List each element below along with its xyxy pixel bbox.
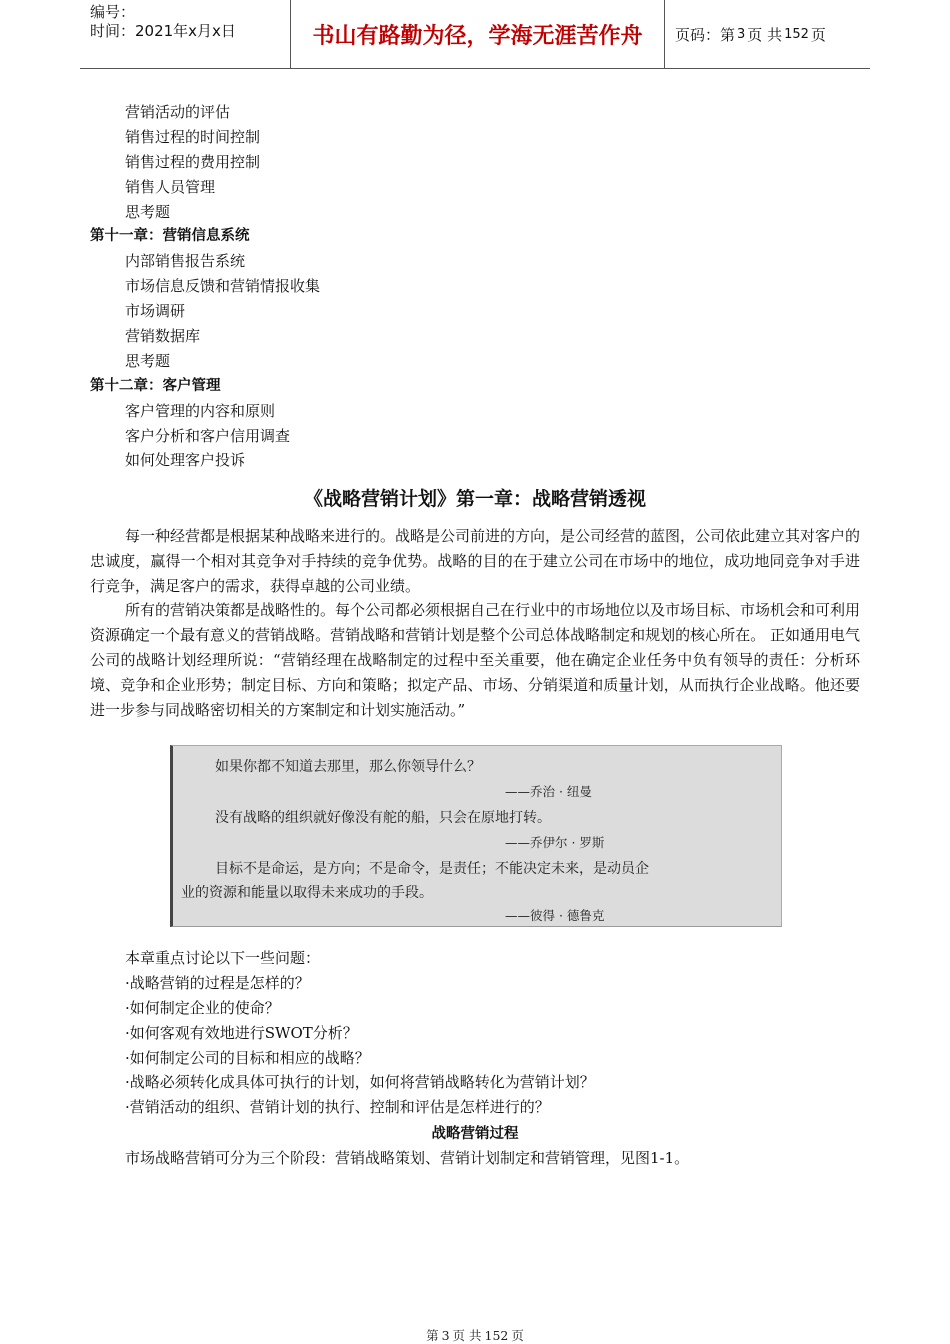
- issues-list: [125, 946, 865, 1120]
- page-footer: [0, 1326, 950, 1344]
- quote-text-continued: 业的资源和能量以取得未来成功的手段。: [181, 885, 433, 901]
- toc-item: 思考题: [125, 202, 171, 221]
- section-title: 战略营销过程: [431, 1126, 519, 1142]
- toc-item: 市场信息反馈和营销情报收集: [125, 277, 321, 296]
- page-label-post: 页: [810, 25, 826, 44]
- body-paragraph-last: 市场战略营销可分为三个阶段：营销战略策划、营销计划制定和营销管理，见图1-1。: [125, 1149, 690, 1167]
- quote-text: 如果你都不知道去那里，那么你领导什么？: [215, 759, 481, 775]
- toc-item: 营销数据库: [125, 327, 201, 346]
- table-of-contents: [90, 100, 850, 473]
- toc-chapter-11: 第十一章：营销信息系统: [90, 228, 250, 245]
- time-label: 时间：2021年x月x日: [90, 22, 236, 40]
- toc-item: 思考题: [125, 351, 171, 370]
- header-page-info: [665, 0, 870, 68]
- footer-page-total: 152: [484, 1328, 509, 1343]
- toc-item: 销售过程的费用控制: [125, 152, 261, 171]
- body-paragraph: 所有的营销决策都是战略性的。每个公司都必须根据自己在行业中的市场地位以及市场目标、市场机会和可利用资源确定一个最有意义的营销战略。营销战略和营销计划是整个公司总体战略制定和规划的核心所在。 正如通用电气公司的战略计划经理所说：“营销经理在战略制定的过程中至关重要，他在确定企业任务中负有领导的责任：分析环境、竞争和企业形势；制定目标、方向和策略；拟定产品、市场、分销渠道和质量计划，从而执行企业战略。他还要进一步参与同战略密切相关的方案制定和计划实施活动。”: [90, 601, 861, 719]
- quote-box: [170, 745, 782, 927]
- header-left-cell: [80, 0, 291, 68]
- doc-number-label: 编号：: [90, 3, 136, 21]
- toc-item: 如何处理客户投诉: [125, 451, 246, 470]
- toc-chapter-12: 第十二章：客户管理: [90, 377, 221, 394]
- page-label-pre: 页码：第: [675, 25, 736, 44]
- list-item: ·战略营销的过程是怎样的？: [125, 973, 310, 992]
- quote-author: ——乔治 · 纽曼: [505, 784, 592, 799]
- page-total: 152: [784, 26, 809, 42]
- chapter-title: 《战略营销计划》第一章：战略营销透视: [303, 488, 646, 510]
- quote-author: ——彼得 · 德鲁克: [505, 908, 605, 923]
- header-motto: 书山有路勤为径，学海无涯苦作舟: [291, 0, 665, 68]
- page-header: [80, 0, 870, 69]
- toc-item: 市场调研: [125, 302, 186, 321]
- list-item: ·营销活动的组织、营销计划的执行、控制和评估是怎样进行的？: [125, 1098, 550, 1117]
- footer-pre: 第: [426, 1328, 439, 1343]
- toc-item: 销售人员管理: [125, 177, 216, 196]
- quote-text: 目标不是命运，是方向；不是命令，是责任；不能决定未来，是动员企: [215, 861, 649, 877]
- footer-post: 页: [511, 1328, 524, 1343]
- list-item: ·如何客观有效地进行SWOT分析？: [125, 1023, 358, 1042]
- toc-item: 销售过程的时间控制: [125, 127, 261, 146]
- body-paragraph: 每一种经营都是根据某种战略来进行的。战略是公司前进的方向，是公司经营的蓝图，公司依此建立其对客户的忠诚度，赢得一个相对其竞争对手持续的竞争优势。战略的目的在于建立公司在市场中的地位，成功地同竞争对手进行竞争，满足客户的需求，获得卓越的公司业绩。: [90, 527, 861, 595]
- footer-mid: 页 共: [452, 1328, 482, 1343]
- page-label-mid: 页 共: [747, 25, 783, 44]
- page-current: 3: [737, 26, 746, 42]
- toc-item: 客户管理的内容和原则: [125, 401, 276, 420]
- toc-item: 客户分析和客户信用调查: [125, 426, 291, 445]
- list-item: ·战略必须转化成具体可执行的计划，如何将营销战略转化为营销计划？: [125, 1073, 595, 1092]
- quote-author: ——乔伊尔 · 罗斯: [505, 835, 605, 850]
- toc-item: 营销活动的评估: [125, 103, 231, 121]
- toc-item: 内部销售报告系统: [125, 252, 246, 271]
- issues-lead: 本章重点讨论以下一些问题：: [125, 949, 321, 967]
- list-item: ·如何制定企业的使命？: [125, 998, 280, 1017]
- quote-text: 没有战略的组织就好像没有舵的船，只会在原地打转。: [215, 810, 551, 826]
- list-item: ·如何制定公司的目标和相应的战略？: [125, 1048, 370, 1067]
- footer-page-current: 3: [441, 1328, 450, 1343]
